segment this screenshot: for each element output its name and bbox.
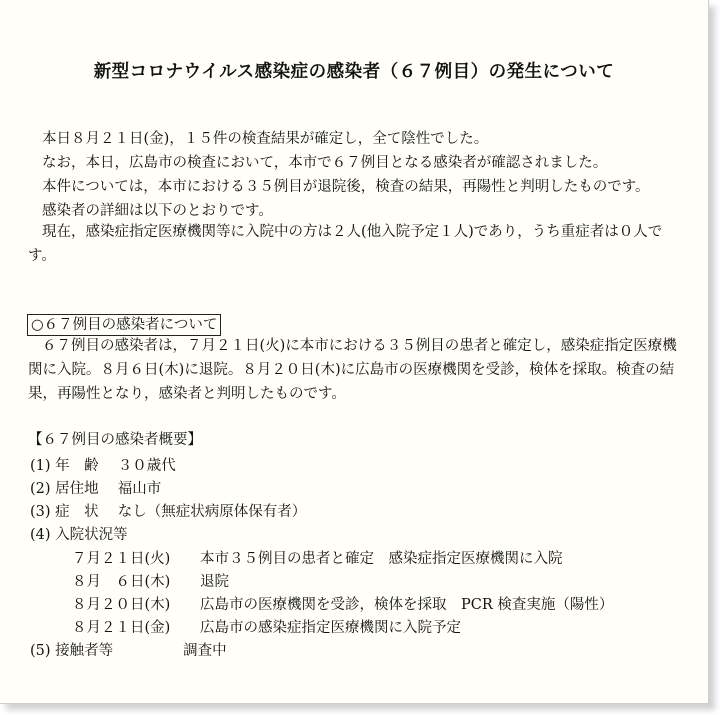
item-value: ３０歳代 <box>117 458 176 474</box>
item-label: 症 状 <box>55 504 99 520</box>
intro-line: 感染者の詳細は以下のとおりです。 <box>42 203 273 219</box>
history-date: ７月２１日(火) <box>72 551 171 567</box>
summary-item <box>30 523 128 544</box>
history-date: ８月 ６日(木) <box>72 574 171 590</box>
history-row <box>72 570 229 591</box>
summary-item <box>30 477 161 498</box>
item-number: (3) <box>30 504 51 520</box>
history-date: ８月２０日(木) <box>72 597 171 613</box>
contacts-item <box>30 639 227 660</box>
history-event: 本市３５例目の患者と確定 感染症指定医療機関に入院 <box>200 551 563 567</box>
intro-line: 現在，感染症指定医療機関等に入院中の方は２人(他入院予定１人)であり，うち重症者は０人です。 <box>28 224 663 264</box>
item-value: 福山市 <box>117 481 162 497</box>
history-date: ８月２１日(金) <box>72 620 171 636</box>
item-label: 居住地 <box>55 481 99 497</box>
item-number: (2) <box>30 481 51 497</box>
page-title: 新型コロナウイルス感染症の感染者（６７例目）の発生について <box>93 62 615 82</box>
item-number: (1) <box>30 458 51 474</box>
summary-heading: 【６７例目の感染者概要】 <box>28 432 202 448</box>
item-value: 調査中 <box>183 643 227 659</box>
item-number: (5) <box>30 643 51 659</box>
case-heading: ○６７例目の感染者について <box>27 314 221 336</box>
intro-line: 本日８月２１日(金)，１５件の検査結果が確定し，全て陰性でした。 <box>42 131 489 147</box>
history-event: 広島市の感染症指定医療機関に入院予定 <box>200 620 461 636</box>
item-label: 入院状況等 <box>55 527 128 543</box>
history-row <box>72 593 613 614</box>
item-label: 接触者等 <box>55 643 114 659</box>
case-body: ６７例目の感染者は，７月２１日(火)に本市における３５例目の患者と確定し，感染症指定医療機関に入院。８月６日(木)に退院。８月２０日(木)に広島市の医療機関を受診，検体を採取。検査の結果，再陽性となり，感染者と判明したものです。 <box>28 338 677 402</box>
item-value: なし（無症状病原体保有者） <box>117 504 307 520</box>
summary-item <box>30 500 306 521</box>
summary-item <box>30 454 176 475</box>
intro-line: 本件については，本市における３５例目が退院後，検査の結果，再陽性と判明したものです。 <box>42 179 650 195</box>
history-event: 退院 <box>200 574 229 590</box>
item-number: (4) <box>30 527 51 543</box>
intro-line: なお，本日，広島市の検査において，本市で６７例目となる感染者が確認されました。 <box>42 155 608 171</box>
item-label: 年 齢 <box>55 458 99 474</box>
history-event: 広島市の医療機関を受診，検体を採取 PCR 検査実施（陽性） <box>200 597 614 613</box>
history-row <box>72 547 563 568</box>
history-row <box>72 616 461 637</box>
